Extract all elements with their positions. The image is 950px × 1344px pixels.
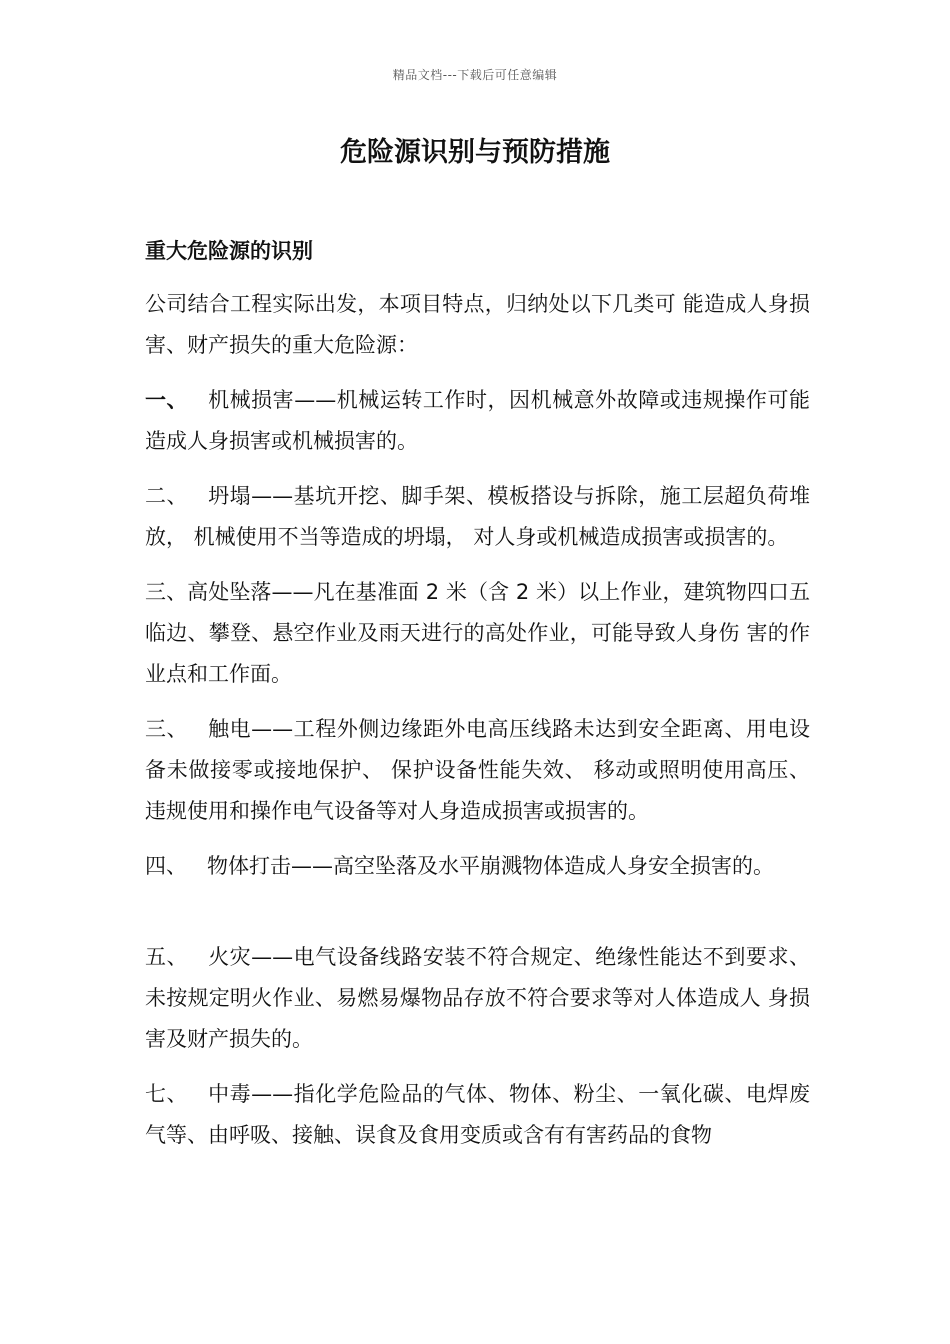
document-body [145, 232, 810, 1170]
spacer [145, 901, 810, 937]
item-text: 火灾——电气设备线路安装不符合规定、绝缘性能达不到要求、未按规定明火作业、易燃易爆物品存放不符合要求等对人体造成人 身损害及财产损失的。 [145, 945, 811, 1051]
item-number: 三、 [145, 717, 189, 741]
item-text: 坍塌——基坑开挖、脚手架、模板搭设与拆除，施工层超负荷堆放， 机械使用不当等造成的坍塌， 对人身或机械造成损害或损害的。 [145, 484, 811, 549]
item-text: 机械损害——机械运转工作时，因机械意外故障或违规操作可能造成人身损害或机械损害的。 [145, 388, 811, 453]
item-number: 三、 [145, 580, 188, 604]
document-title: 危险源识别与预防措施 [340, 137, 610, 168]
page-header: 精品文档---下载后可任意编辑 [392, 68, 558, 82]
hazard-item-7 [145, 1074, 810, 1156]
section-heading: 重大危险源的识别 [145, 239, 313, 263]
item-number: 一、 [145, 388, 189, 412]
hazard-item-3 [145, 572, 810, 695]
item-number: 二、 [145, 484, 189, 508]
item-text: 物体打击——高空坠落及水平崩溅物体造成人身安全损害的。 [207, 854, 774, 878]
hazard-item-2 [145, 476, 810, 558]
item-number: 七、 [145, 1082, 189, 1106]
intro-paragraph: 公司结合工程实际出发，本项目特点，归纳处以下几类可 能造成人身损害、财产损失的重大危险源： [145, 292, 810, 357]
item-text: 中毒——指化学危险品的气体、物体、粉尘、一氧化碳、电焊废气等、由呼吸、接触、误食及食用变质或含有有害药品的食物 [145, 1082, 811, 1147]
hazard-item-1 [145, 380, 810, 462]
item-number: 五、 [145, 945, 189, 969]
item-text: 高处坠落——凡在基准面 2 米（含 2 米）以上作业，建筑物四口五临边、攀登、悬空作业及雨天进行的高处作业，可能导致人身伤 害的作业点和工作面。 [145, 580, 811, 686]
hazard-item-6 [145, 937, 810, 1060]
item-text: 触电——工程外侧边缘距外电高压线路未达到安全距离、用电设备未做接零或接地保护、 保护设备性能失效、 移动或照明使用高压、 违规使用和操作电气设备等对人身造成损害或损害的。 [145, 717, 811, 823]
hazard-item-5 [145, 846, 810, 887]
item-number: 四、 [145, 854, 187, 878]
hazard-item-4 [145, 709, 810, 832]
